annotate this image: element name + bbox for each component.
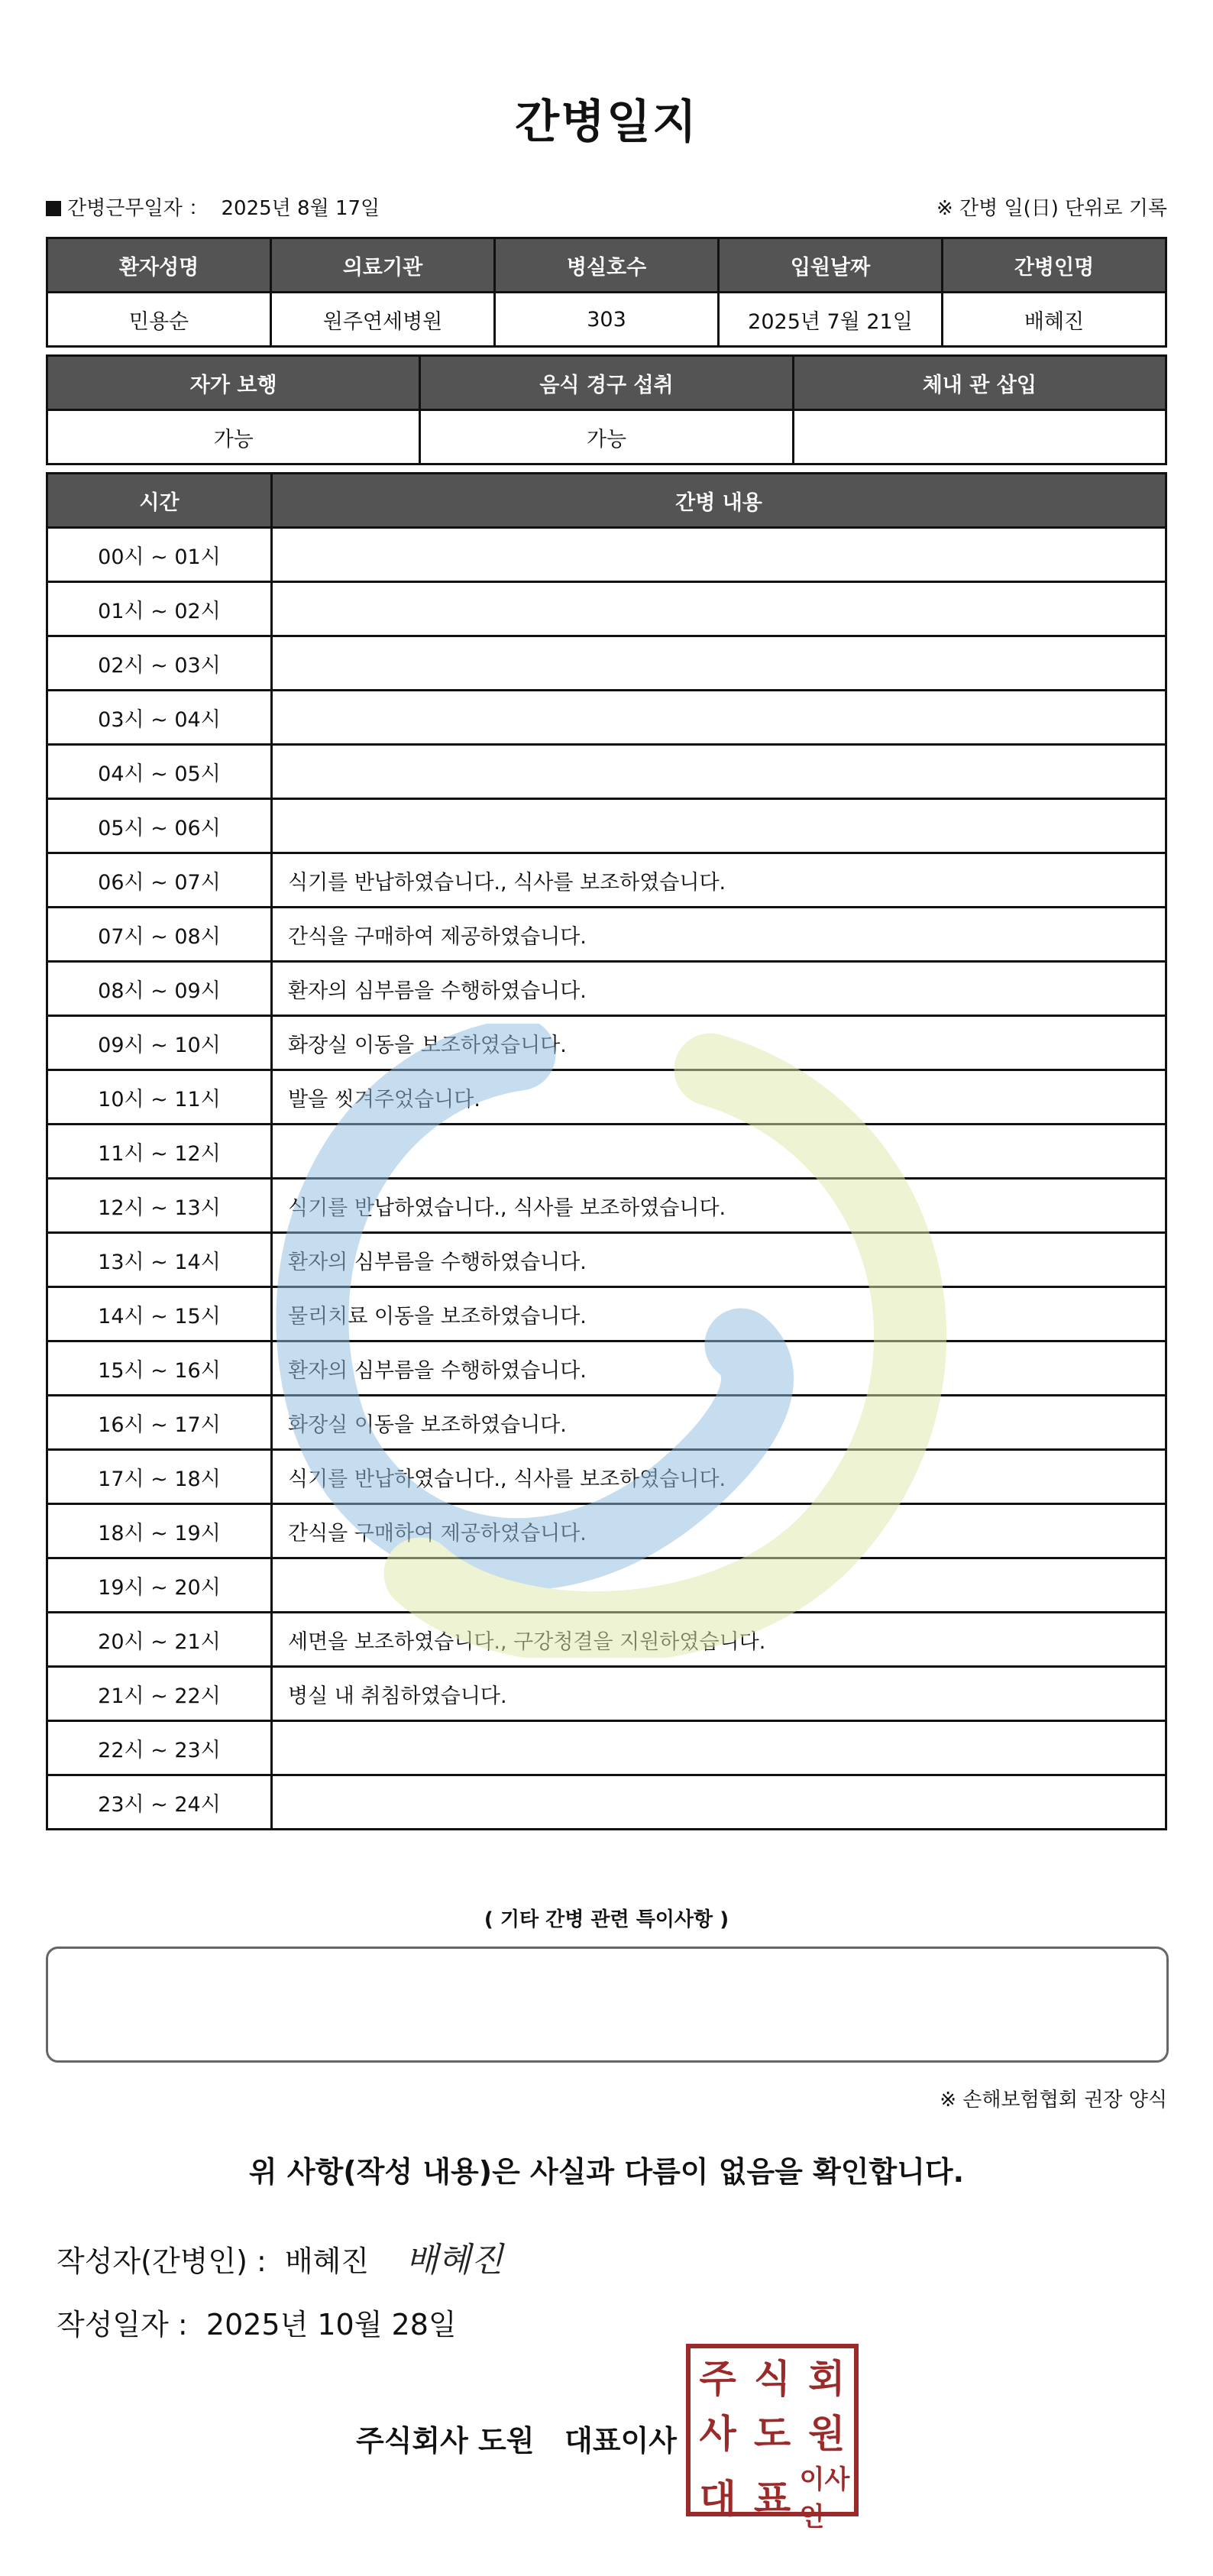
care-content: 환자의 심부름을 수행하였습니다.: [272, 1341, 1166, 1396]
care-content: [272, 1125, 1166, 1179]
square-bullet-icon: [46, 201, 61, 216]
care-content: 환자의 심부름을 수행하였습니다.: [272, 1233, 1166, 1287]
header-caregiver: 간병인명: [943, 238, 1166, 293]
care-log-row: [47, 1233, 1166, 1287]
care-content: [272, 1775, 1166, 1830]
header-self-walking: 자가 보행: [47, 356, 420, 410]
writer-label: 작성자(간병인) :: [57, 2244, 267, 2278]
care-log-row: [47, 1613, 1166, 1667]
header-hospital: 의료기관: [271, 238, 495, 293]
care-log-row: [47, 1396, 1166, 1450]
patient-info-table: [46, 237, 1167, 348]
care-content: 간식을 구매하여 제공하였습니다.: [272, 908, 1166, 962]
time-slot: 07시 ~ 08시: [47, 908, 272, 962]
patient-status-table: [46, 354, 1167, 465]
hospital-name: 원주연세병원: [271, 293, 495, 347]
writer-name: 배혜진: [284, 2244, 370, 2278]
care-content: 식기를 반납하였습니다., 식사를 보조하였습니다.: [272, 1179, 1166, 1233]
time-slot: 15시 ~ 16시: [47, 1341, 272, 1396]
time-slot: 14시 ~ 15시: [47, 1287, 272, 1341]
care-content: 병실 내 취침하였습니다.: [272, 1667, 1166, 1721]
care-log-row: [47, 1450, 1166, 1504]
care-content: [272, 745, 1166, 799]
care-log-row: [47, 853, 1166, 908]
work-date-line: [46, 193, 380, 221]
form-source-note: ※ 손해보험협회 권장 양식: [940, 2089, 1167, 2112]
header-admission-date: 입원날짜: [719, 238, 943, 293]
oral-intake-value: 가능: [420, 410, 793, 464]
written-date-label: 작성일자 :: [57, 2308, 188, 2341]
care-log-row: [47, 1721, 1166, 1775]
company-name: 주식회사 도원 대표이사: [356, 2424, 677, 2458]
care-log-row: [47, 799, 1166, 853]
time-slot: 02시 ~ 03시: [47, 636, 272, 691]
time-slot: 17시 ~ 18시: [47, 1450, 272, 1504]
tube-insertion-value: [793, 410, 1166, 464]
time-slot: 21시 ~ 22시: [47, 1667, 272, 1721]
care-log-row: [47, 1341, 1166, 1396]
written-date-line: [57, 2301, 457, 2343]
care-log-row: [47, 1016, 1166, 1070]
care-log-row: [47, 908, 1166, 962]
time-slot: 03시 ~ 04시: [47, 691, 272, 745]
care-content: [272, 799, 1166, 853]
time-slot: 04시 ~ 05시: [47, 745, 272, 799]
room-number: 303: [495, 293, 719, 347]
care-log-row: [47, 1667, 1166, 1721]
company-seal-stamp: 주 식 회 사 도 원 대 표 이사인: [686, 2344, 859, 2516]
work-date-value: 2025년 8월 17일: [221, 197, 380, 220]
time-slot: 22시 ~ 23시: [47, 1721, 272, 1775]
confirmation-statement: 위 사항(작성 내용)은 사실과 다름이 없음을 확인합니다.: [248, 2155, 965, 2189]
header-time: 시간: [47, 474, 272, 528]
care-log-row: [47, 528, 1166, 582]
work-date-label: 간병근무일자 ：: [67, 197, 209, 220]
time-slot: 00시 ~ 01시: [47, 528, 272, 582]
time-slot: 01시 ~ 02시: [47, 582, 272, 636]
time-slot: 13시 ~ 14시: [47, 1233, 272, 1287]
care-log-row: [47, 691, 1166, 745]
time-slot: 18시 ~ 19시: [47, 1504, 272, 1558]
caregiver-name: 배혜진: [943, 293, 1166, 347]
header-patient-name: 환자성명: [47, 238, 271, 293]
time-slot: 12시 ~ 13시: [47, 1179, 272, 1233]
care-log-row: [47, 1179, 1166, 1233]
record-unit-note: ※ 간병 일(日) 단위로 기록: [936, 197, 1167, 220]
time-slot: 16시 ~ 17시: [47, 1396, 272, 1450]
care-content: 세면을 보조하였습니다., 구강청결을 지원하였습니다.: [272, 1613, 1166, 1667]
time-slot: 19시 ~ 20시: [47, 1558, 272, 1613]
care-content: 간식을 구매하여 제공하였습니다.: [272, 1504, 1166, 1558]
time-slot: 23시 ~ 24시: [47, 1775, 272, 1830]
header-oral-intake: 음식 경구 섭취: [420, 356, 793, 410]
care-content: [272, 1721, 1166, 1775]
handwritten-signature: 배혜진: [406, 2241, 503, 2280]
header-room: 병실호수: [495, 238, 719, 293]
care-log-row: [47, 1287, 1166, 1341]
time-slot: 06시 ~ 07시: [47, 853, 272, 908]
time-slot: 08시 ~ 09시: [47, 962, 272, 1016]
care-content: 식기를 반납하였습니다., 식사를 보조하였습니다.: [272, 853, 1166, 908]
care-content: 화장실 이동을 보조하였습니다.: [272, 1396, 1166, 1450]
header-care-content: 간병 내용: [272, 474, 1166, 528]
time-slot: 09시 ~ 10시: [47, 1016, 272, 1070]
care-content: 물리치료 이동을 보조하였습니다.: [272, 1287, 1166, 1341]
header-tube-insertion: 체내 관 삽입: [793, 356, 1166, 410]
care-content: [272, 691, 1166, 745]
care-log-row: [47, 745, 1166, 799]
care-log-table: [46, 472, 1167, 1830]
care-log-row: [47, 1125, 1166, 1179]
remarks-title: ( 기타 간병 관련 특이사항 ): [484, 1908, 729, 1931]
care-log-row: [47, 1558, 1166, 1613]
care-log-row: [47, 1504, 1166, 1558]
care-log-row: [47, 582, 1166, 636]
care-content: [272, 1558, 1166, 1613]
time-slot: 10시 ~ 11시: [47, 1070, 272, 1125]
care-log-row: [47, 962, 1166, 1016]
written-date-value: 2025년 10월 28일: [205, 2308, 457, 2341]
patient-name: 민용순: [47, 293, 271, 347]
time-slot: 05시 ~ 06시: [47, 799, 272, 853]
time-slot: 11시 ~ 12시: [47, 1125, 272, 1179]
document-title: 간병일지: [515, 95, 698, 149]
care-content: [272, 528, 1166, 582]
care-content: 환자의 심부름을 수행하였습니다.: [272, 962, 1166, 1016]
care-content: [272, 636, 1166, 691]
care-content: 식기를 반납하였습니다., 식사를 보조하였습니다.: [272, 1450, 1166, 1504]
time-slot: 20시 ~ 21시: [47, 1613, 272, 1667]
care-log-row: [47, 636, 1166, 691]
writer-line: [57, 2232, 503, 2281]
care-content: [272, 582, 1166, 636]
care-log-row: [47, 1775, 1166, 1830]
care-content: 화장실 이동을 보조하였습니다.: [272, 1016, 1166, 1070]
self-walking-value: 가능: [47, 410, 420, 464]
care-content: 발을 씻겨주었습니다.: [272, 1070, 1166, 1125]
admission-date: 2025년 7월 21일: [719, 293, 943, 347]
care-log-row: [47, 1070, 1166, 1125]
remarks-box: [46, 1947, 1169, 2063]
